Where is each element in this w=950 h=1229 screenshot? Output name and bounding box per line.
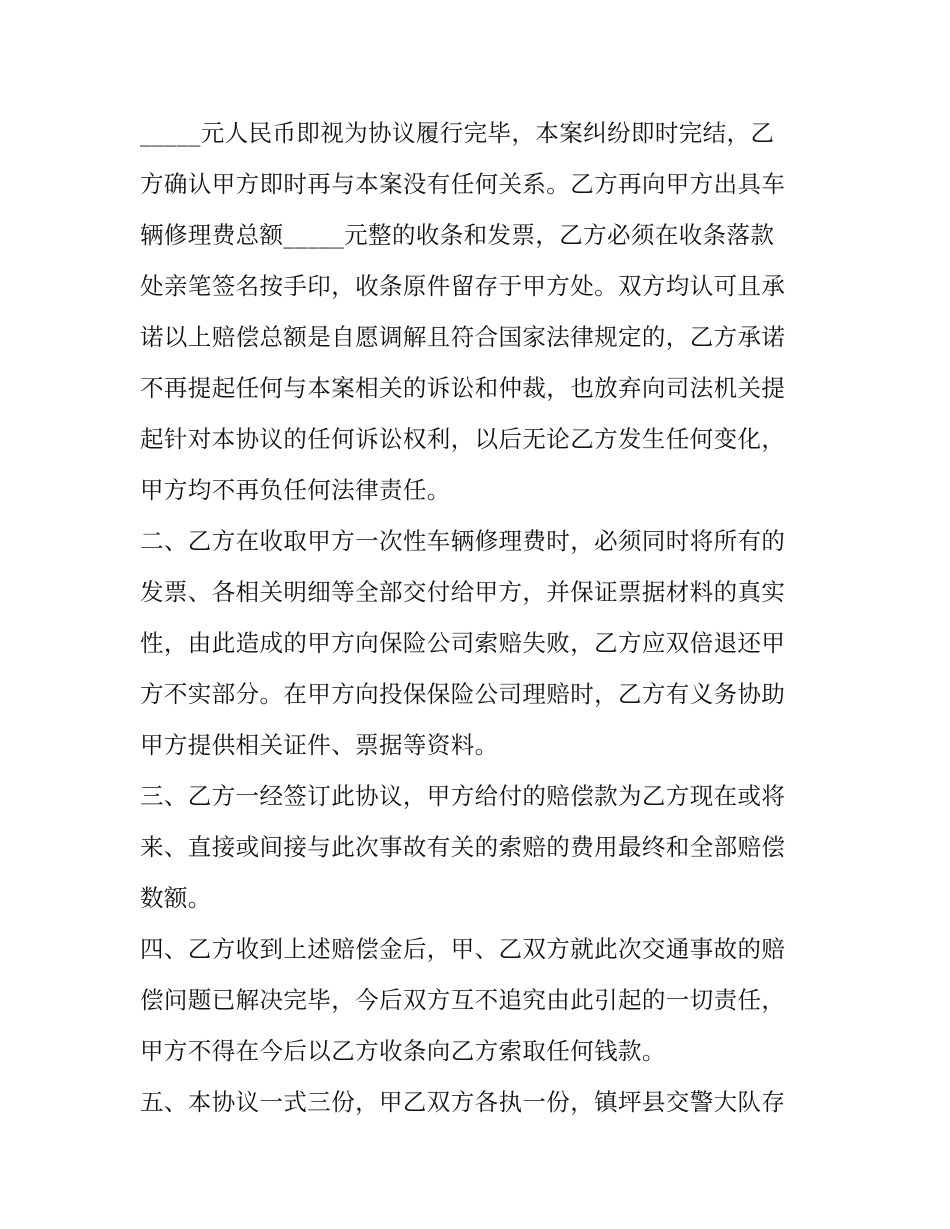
text-line: 甲方不得在今后以乙方收条向乙方索取任何钱款。: [140, 1037, 666, 1065]
text-line: 诺以上赔偿总额是自愿调解且符合国家法律规定的，乙方承诺: [140, 323, 786, 351]
document-body: [140, 108, 820, 1128]
text-line: 数额。: [140, 884, 212, 912]
text-line: 辆修理费总额_____元整的收条和发票，乙方必须在收条落款: [140, 221, 775, 249]
text-line: 处亲笔签名按手印，收条原件留存于甲方处。双方均认可且承: [140, 272, 786, 300]
text-line: 方不实部分。在甲方向投保保险公司理赔时，乙方有义务协助: [140, 680, 786, 708]
text-line: 四、乙方收到上述赔偿金后，甲、乙双方就此次交通事故的赔: [140, 935, 786, 963]
text-line: 甲方提供相关证件、票据等资料。: [140, 731, 499, 759]
text-line: 偿问题已解决完毕，今后双方互不追究由此引起的一切责任，: [140, 986, 786, 1014]
text-line: 不再提起任何与本案相关的诉讼和仲裁，也放弃向司法机关提: [140, 374, 786, 402]
text-line: _____元人民币即视为协议履行完毕，本案纠纷即时完结，乙: [140, 119, 775, 147]
text-line: 三、乙方一经签订此协议，甲方给付的赔偿款为乙方现在或将: [140, 782, 786, 810]
text-line: 五、本协议一式三份，甲乙双方各执一份，镇坪县交警大队存: [140, 1088, 786, 1116]
text-line: 来、直接或间接与此次事故有关的索赔的费用最终和全部赔偿: [140, 833, 786, 861]
text-line: 方确认甲方即时再与本案没有任何关系。乙方再向甲方出具车: [140, 170, 786, 198]
text-line: 起针对本协议的任何诉讼权利，以后无论乙方发生任何变化，: [140, 425, 786, 453]
text-line: 甲方均不再负任何法律责任。: [140, 476, 451, 504]
text-line: 发票、各相关明细等全部交付给甲方，并保证票据材料的真实: [140, 578, 786, 606]
text-line: 性，由此造成的甲方向保险公司索赔失败，乙方应双倍退还甲: [140, 629, 786, 657]
text-line: 二、乙方在收取甲方一次性车辆修理费时，必须同时将所有的: [140, 527, 786, 555]
